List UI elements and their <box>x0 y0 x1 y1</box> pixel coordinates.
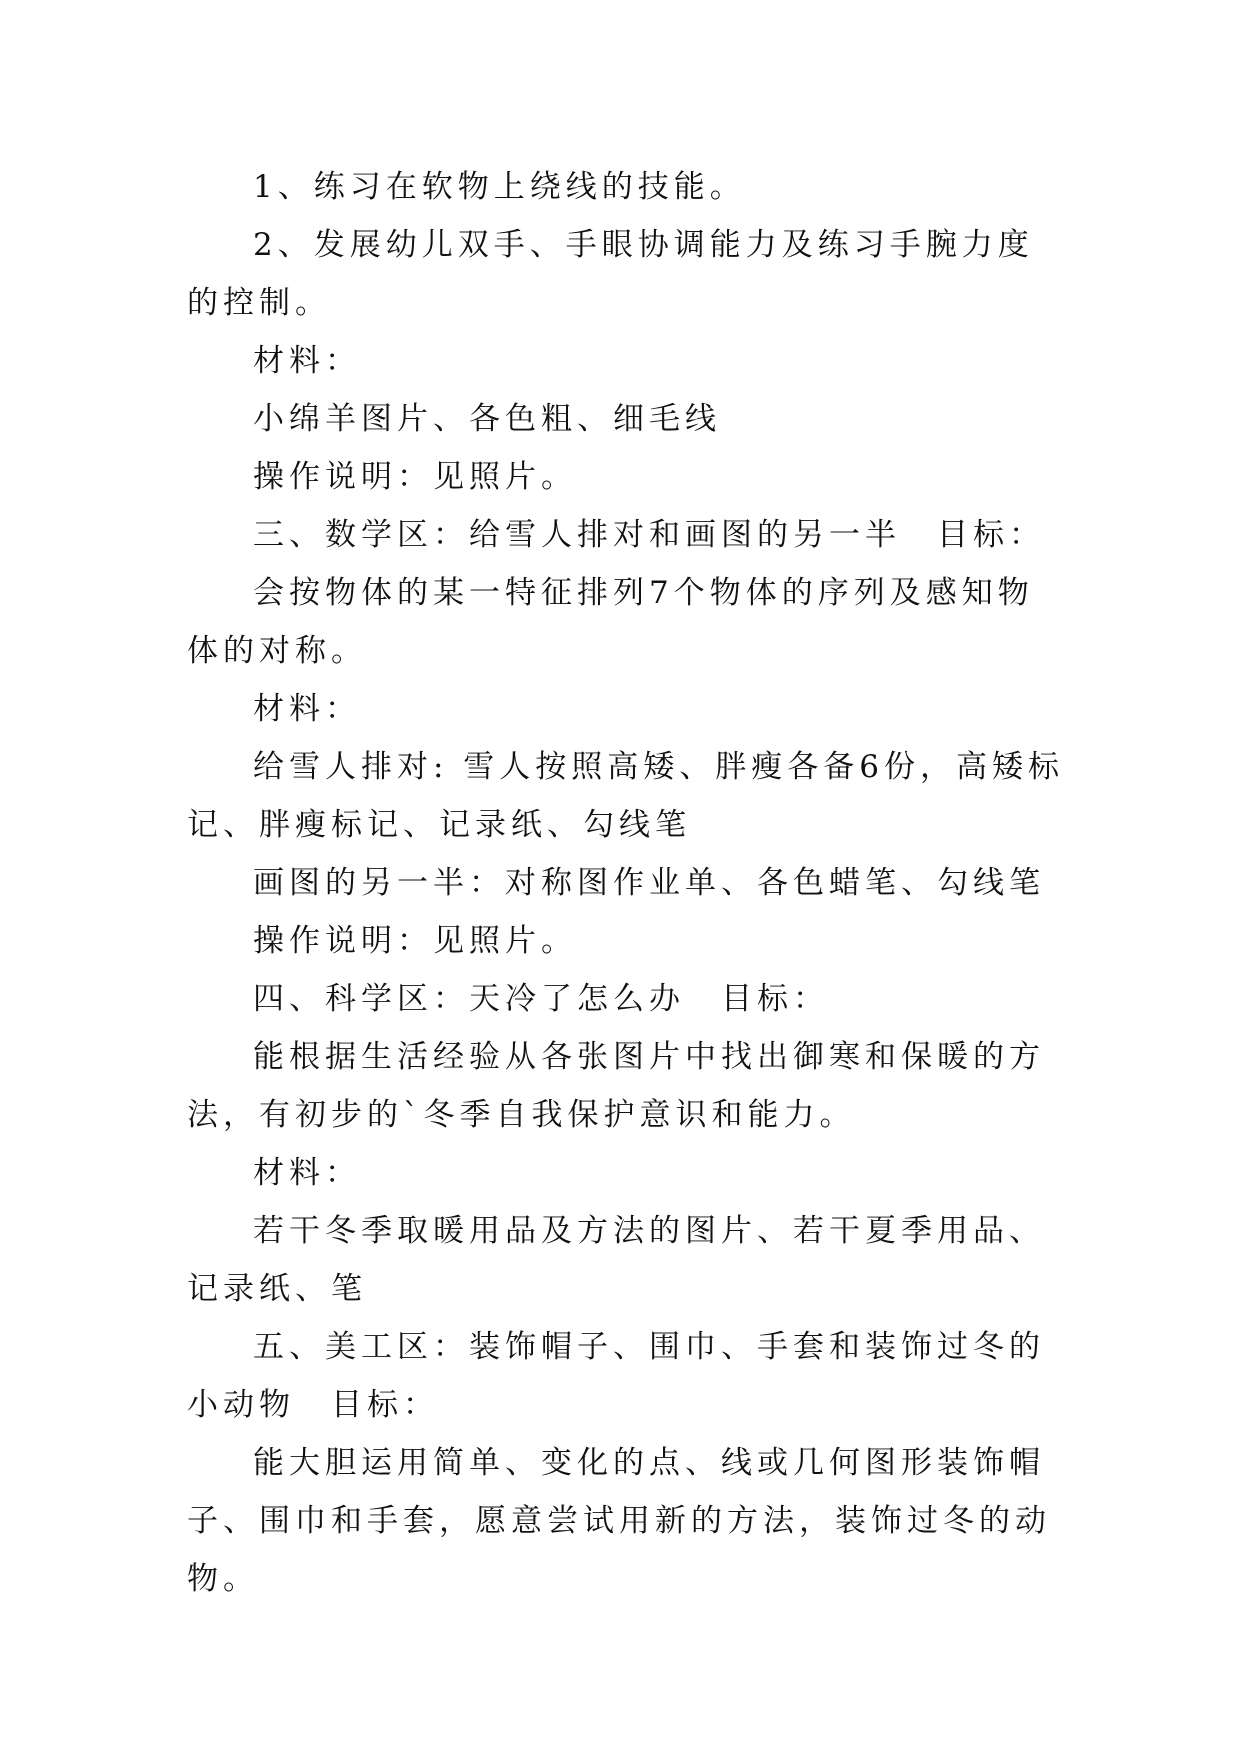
paragraph-art-area-heading: 五、美工区：装饰帽子、围巾、手套和装饰过冬的小动物 目标： <box>187 1329 1045 1423</box>
paragraph-goal-1: 1、练习在软物上绕线的技能。 <box>253 169 746 205</box>
paragraph-symmetry-materials: 画图的另一半：对称图作业单、各色蜡笔、勾线笔 <box>253 865 1045 901</box>
paragraph-materials-heading: 材料： <box>253 343 361 379</box>
paragraph-science-materials: 若干冬季取暖用品及方法的图片、若干夏季用品、记录纸、笔 <box>187 1213 1045 1307</box>
paragraph-goal-2: 2、发展幼儿双手、手眼协调能力及练习手腕力度的控制。 <box>187 227 1034 321</box>
paragraph-science-area-heading: 四、科学区：天冷了怎么办 目标： <box>253 981 829 1017</box>
paragraph-materials-heading: 材料： <box>253 691 361 727</box>
paragraph-operation-note: 操作说明：见照片。 <box>253 923 577 959</box>
paragraph-art-goal: 能大胆运用简单、变化的点、线或几何图形装饰帽子、围巾和手套，愿意尝试用新的方法，装饰过冬的动物。 <box>187 1445 1051 1597</box>
paragraph-science-goal: 能根据生活经验从各张图片中找出御寒和保暖的方法，有初步的`冬季自我保护意识和能力。 <box>187 1039 1045 1133</box>
paragraph-math-area-heading: 三、数学区：给雪人排对和画图的另一半 目标： <box>253 517 1045 553</box>
paragraph-snowman-materials: 给雪人排对: 雪人按照高矮、胖瘦各备6份，高矮标记、胖瘦标记、记录纸、勾线笔 <box>187 749 1065 843</box>
paragraph-materials-heading: 材料： <box>253 1155 361 1191</box>
document-body <box>187 158 1067 1608</box>
paragraph-materials-list: 小绵羊图片、各色粗、细毛线 <box>253 401 721 437</box>
paragraph-operation-note: 操作说明：见照片。 <box>253 459 577 495</box>
paragraph-math-goal: 会按物体的某一特征排列7个物体的序列及感知物体的对称。 <box>187 575 1034 669</box>
